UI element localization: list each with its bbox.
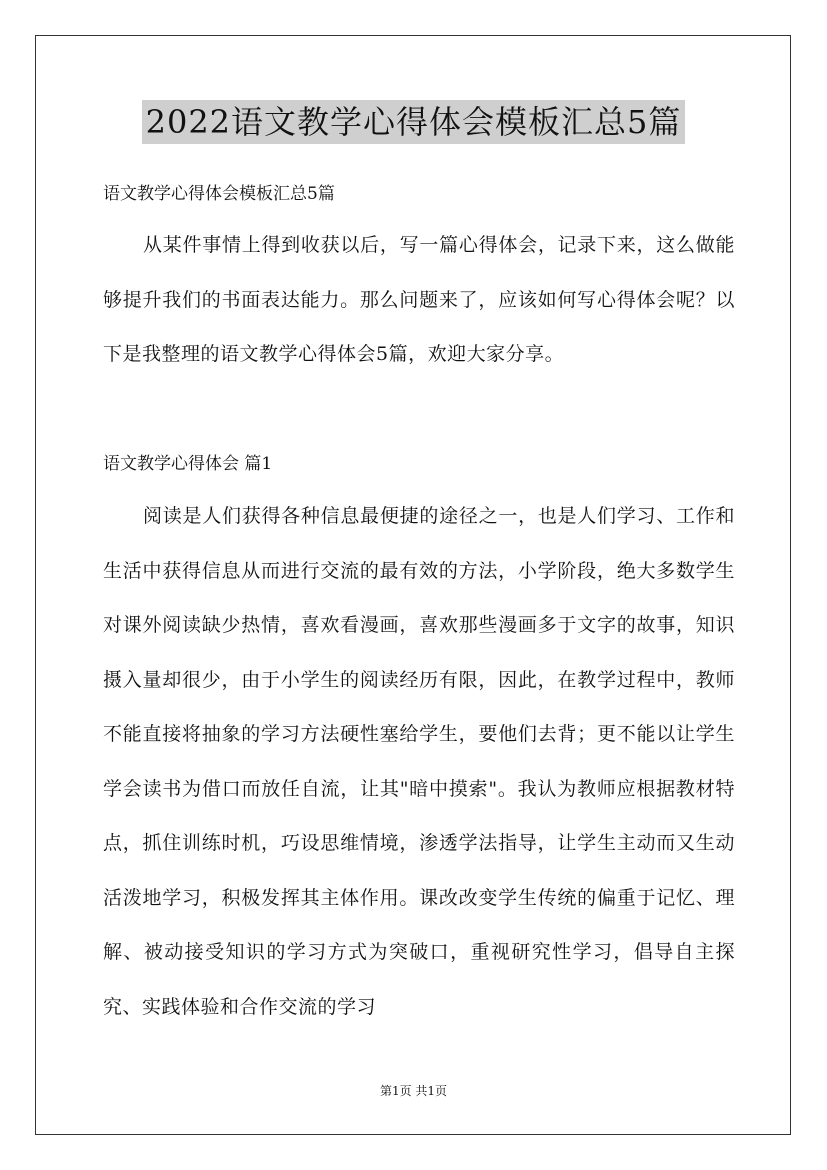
section-heading: 语文教学心得体会 篇1	[103, 454, 273, 474]
intro-paragraph: 从某件事情上得到收获以后，写一篇心得体会，记录下来，这么做能够提升我们的书面表达能力。那么问题来了，应该如何写心得体会呢？以下是我整理的语文教学心得体会5篇，欢迎大家分享。	[103, 234, 735, 365]
section-body-paragraph: 阅读是人们获得各种信息最便捷的途径之一，也是人们学习、工作和生活中获得信息从而进行交流的最有效的方法，小学阶段，绝大多数学生对课外阅读缺少热情，喜欢看漫画，喜欢那些漫画多于文字的故事，知识摄入量却很少，由于小学生的阅读经历有限，因此，在教学过程中，教师不能直接将抽象的学习方法硬性塞给学生，要他们去背；更不能以让学生学会读书为借口而放任自流，让其"暗中摸索"。我认为教师应根据教材特点，抓住训练时机，巧设思维情境，渗透学法指导，让学生主动而又生动活泼地学习，积极发挥其主体作用。课改改变学生传统的偏重于记忆、理解、被动接受知识的学习方式为突破口，重视研究性学习，倡导自主探究、实践体验和合作交流的学习	[103, 505, 735, 1018]
document-subtitle: 语文教学心得体会模板汇总5篇	[103, 184, 335, 204]
title-container	[0, 100, 827, 144]
page-footer: 第1页 共1页	[379, 1084, 448, 1098]
document-title: 2022语文教学心得体会模板汇总5篇	[142, 100, 686, 144]
